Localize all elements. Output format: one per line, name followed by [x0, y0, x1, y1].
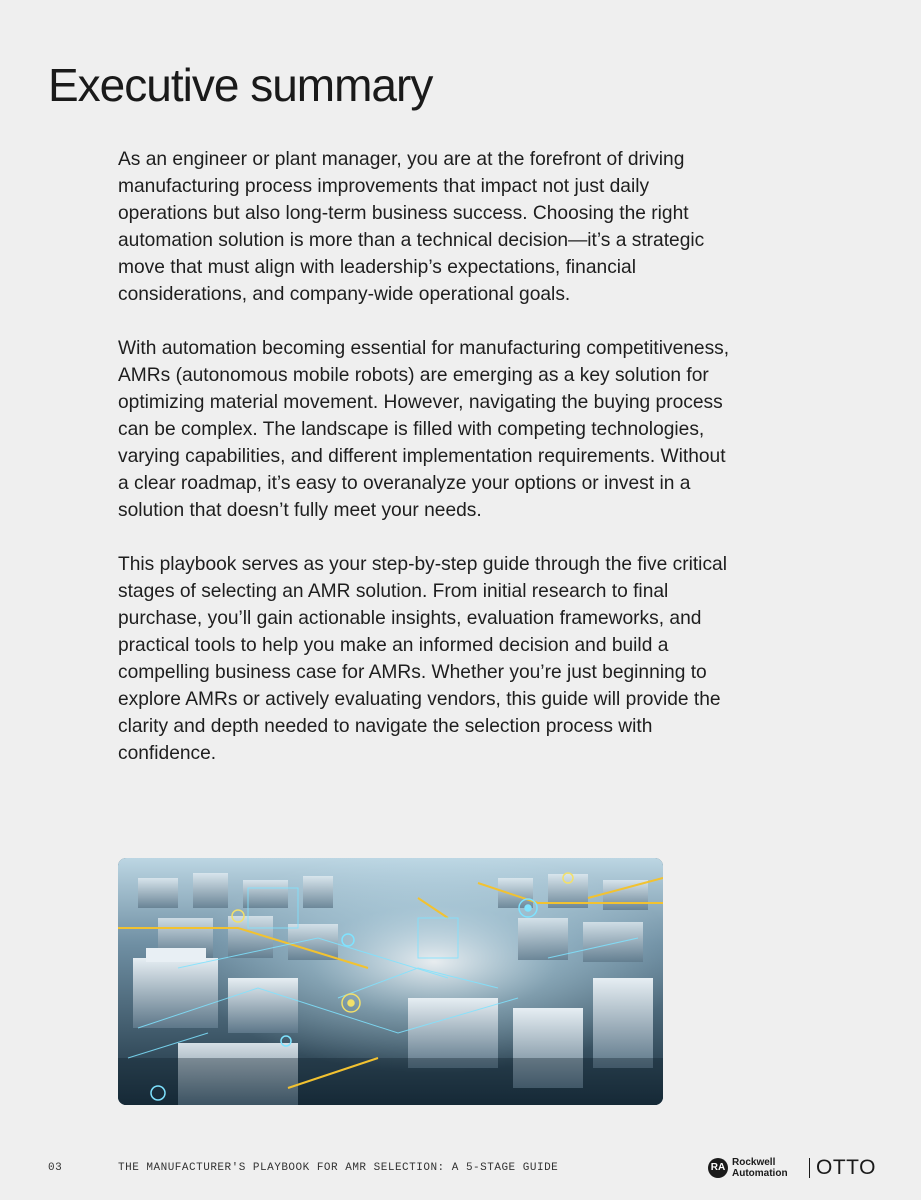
summary-body: [118, 146, 738, 794]
rockwell-wordmark: [732, 1157, 788, 1179]
summary-paragraph-1: As an engineer or plant manager, you are at the forefront of driving manufacturing process improvements that impact not just daily operations but also long-term business success. Choosing the right automation solution is more than a technical decision—it’s a strategic move that must align with leadership’s expectations, financial considerations, and company-wide operational goals.: [118, 149, 705, 305]
page-footer: [0, 1150, 921, 1186]
rockwell-wordmark-line1: Rockwell: [732, 1157, 776, 1168]
page-title: Executive summary: [48, 59, 433, 111]
summary-paragraph-3: This playbook serves as your step-by-step guide through the five critical stages of selecting an AMR solution. From initial research to final purchase, you’ll gain actionable insights, evaluation frameworks, and practical tools to help you make an informed decision and build a compelling business case for AMRs. Whether you’re just beginning to explore AMRs or actively evaluating vendors, this guide will provide the clarity and depth needed to navigate the selection process with confidence.: [118, 554, 727, 764]
summary-paragraph-2: With automation becoming essential for manufacturing competitiveness, AMRs (autonomous mobile robots) are emerging as a key solution for optimizing material movement. However, navigating the buying process can be complex. The landscape is filled with competing technologies, varying capabilities, and different implementation requirements. Without a clear roadmap, it’s easy to overanalyze your options or invest in a solution that doesn’t fully meet your needs.: [118, 338, 730, 521]
rockwell-wordmark-line2: Automation: [732, 1168, 788, 1179]
otto-logo: OTTO: [816, 1156, 876, 1179]
rockwell-logo-icon: RA: [708, 1158, 728, 1178]
document-title: THE MANUFACTURER'S PLAYBOOK FOR AMR SELECTION: A 5-STAGE GUIDE: [118, 1162, 559, 1174]
page-number: 03: [48, 1162, 63, 1174]
logo-divider: [809, 1158, 810, 1178]
factory-hero-image: [118, 858, 663, 1105]
brand-logos: [708, 1154, 878, 1182]
